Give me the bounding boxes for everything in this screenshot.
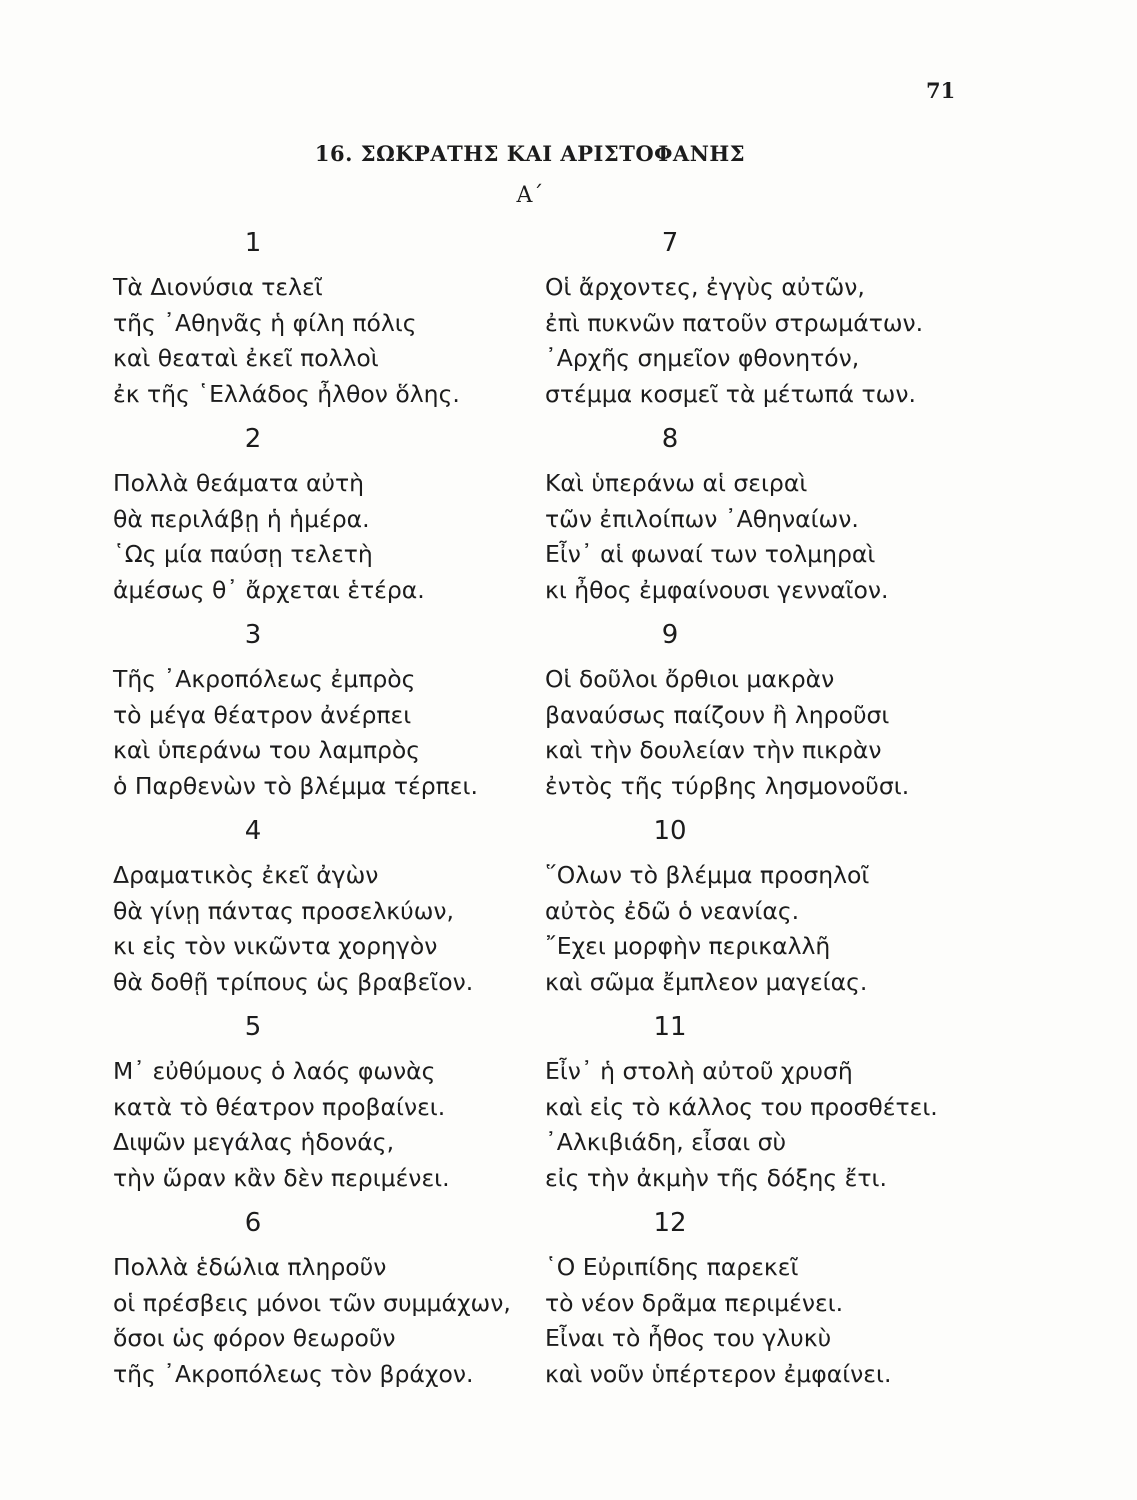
verse-line: θὰ γίνῃ πάντας προσελκύων, [113,896,455,925]
verse-line: ῎Εχει μορφὴν περικαλλῆ [545,932,831,960]
verse-line: ᾿Αρχῆς σημεῖον φθονητόν, [545,344,860,372]
verse-line: καὶ εἰς τὸ κάλλος του προσθέτει. [545,1092,938,1121]
verse-line: ὅσοι ὡς φόρον θεωροῦν [113,1324,396,1352]
stanza-number: 5 [244,1012,262,1042]
verse-line: Οἱ ἄρχοντες, ἐγγὺς αὐτῶν, [545,273,865,301]
verse-line: καὶ νοῦν ὑπέρτερον ἐμφαίνει. [545,1359,892,1388]
stanza [545,424,985,620]
verse-line: Καὶ ὑπεράνω αἱ σειραὶ [545,469,808,497]
verse-line: Τὰ Διονύσια τελεῖ [113,273,323,301]
verse-line: Τῆς ᾿Ακροπόλεως ἐμπρὸς [113,665,416,693]
left-column [113,228,553,1404]
verse-line: κατὰ τὸ θέατρον προβαίνει. [113,1092,446,1121]
verse-line: οἱ πρέσβεις μόνοι τῶν συμμάχων, [113,1288,511,1317]
stanza-number: 1 [244,228,262,258]
verse-line: Διψῶν μεγάλας ἡδονάς, [113,1128,395,1156]
stanza [113,620,553,816]
verse-line: Οἱ δοῦλοι ὄρθιοι μακρὰν [545,665,835,693]
verse-line: τὸ νέον δρᾶμα περιμένει. [545,1288,844,1317]
verse-line: εἰς τὴν ἀκμὴν τῆς δόξης ἔτι. [545,1163,887,1192]
stanza-number: 3 [244,620,262,650]
verse-line: ῾Ο Εὐριπίδης παρεκεῖ [545,1253,799,1281]
verse-line: καὶ θεαταὶ ἐκεῖ πολλοὶ [113,344,379,372]
stanza [545,1208,985,1404]
stanza-number: 8 [661,424,679,454]
verse-line: καὶ σῶμα ἔμπλεον μαγείας. [545,967,868,996]
chapter-title: 16. ΣΩΚΡΑΤΗΣ ΚΑΙ ΑΡΙΣΤΟΦΑΝΗΣ [314,141,746,166]
verse-line: καὶ ὑπεράνω του λαμπρὸς [113,736,421,764]
stanza [545,816,985,1012]
verse-line: στέμμα κοσμεῖ τὰ μέτωπά των. [545,379,916,408]
verse-line: ῞Ολων τὸ βλέμμα προσηλοῖ [545,861,870,889]
verse-line: Πολλὰ ἑδώλια πληροῦν [113,1253,387,1281]
verse-line: κι ἦθος ἐμφαίνουσι γενναῖον. [545,575,889,604]
verse-line: καὶ τὴν δουλείαν τὴν πικρὰν [545,736,882,764]
stanza-number: 2 [244,424,262,454]
verse-line: θὰ δοθῇ τρίπους ὡς βραβεῖον. [113,967,474,996]
verse-line: ἐπὶ πυκνῶν πατοῦν στρωμάτων. [545,308,924,337]
stanza [113,816,553,1012]
verse-line: ἀμέσως θ᾿ ἄρχεται ἑτέρα. [113,575,425,604]
stanza-number: 7 [661,228,679,258]
part-label: Α΄ [516,183,544,208]
verse-line: κι εἰς τὸν νικῶντα χορηγὸν [113,932,438,960]
verse-line: ἐντὸς τῆς τύρβης λησμονοῦσι. [545,771,910,800]
page-number: 71 [926,78,956,103]
verse-line: Μ᾿ εὐθύμους ὁ λαός φωνὰς [113,1057,436,1085]
verse-line: τῶν ἐπιλοίπων ᾿Αθηναίων. [545,504,859,533]
stanza [113,424,553,620]
right-column [545,228,985,1404]
stanza-number: 6 [244,1208,262,1238]
stanza-number: 9 [661,620,679,650]
verse-line: ῾Ως μία παύσῃ τελετὴ [113,540,373,568]
stanza-number: 11 [653,1012,687,1042]
verse-line: τὴν ὥραν κἂν δὲν περιμένει. [113,1163,450,1192]
verse-line: Εἶν᾿ αἱ φωναί των τολμηραὶ [545,540,876,568]
stanza [113,228,553,424]
verse-line: τῆς ᾿Αθηνᾶς ἡ φίλη πόλις [113,308,417,337]
verse-line: Δραματικὸς ἐκεῖ ἀγὼν [113,861,379,889]
stanza [545,620,985,816]
verse-line: ὁ Παρθενὼν τὸ βλέμμα τέρπει. [113,771,478,800]
verse-line: Πολλὰ θεάματα αὐτὴ [113,469,365,497]
stanza [545,228,985,424]
verse-line: τὸ μέγα θέατρον ἀνέρπει [113,700,412,729]
stanza [113,1012,553,1208]
verse-line: αὐτὸς ἐδῶ ὁ νεανίας. [545,896,800,925]
verse-line: Εἶναι τὸ ἦθος του γλυκὺ [545,1324,832,1352]
stanza [113,1208,553,1404]
verse-line: ᾿Αλκιβιάδη, εἶσαι σὺ [545,1128,787,1156]
verse-line: Εἶν᾿ ἡ στολὴ αὐτοῦ χρυσῆ [545,1057,853,1085]
stanza [545,1012,985,1208]
stanza-number: 12 [653,1208,687,1238]
verse-line: θὰ περιλάβῃ ἡ ἡμέρα. [113,504,370,533]
verse-line: βαναύσως παίζουν ἢ ληροῦσι [545,700,890,729]
stanza-number: 10 [653,816,687,846]
stanza-number: 4 [244,816,262,846]
verse-line: ἐκ τῆς ῾Ελλάδος ἦλθον ὅλης. [113,379,460,408]
verse-line: τῆς ᾿Ακροπόλεως τὸν βράχον. [113,1359,474,1388]
